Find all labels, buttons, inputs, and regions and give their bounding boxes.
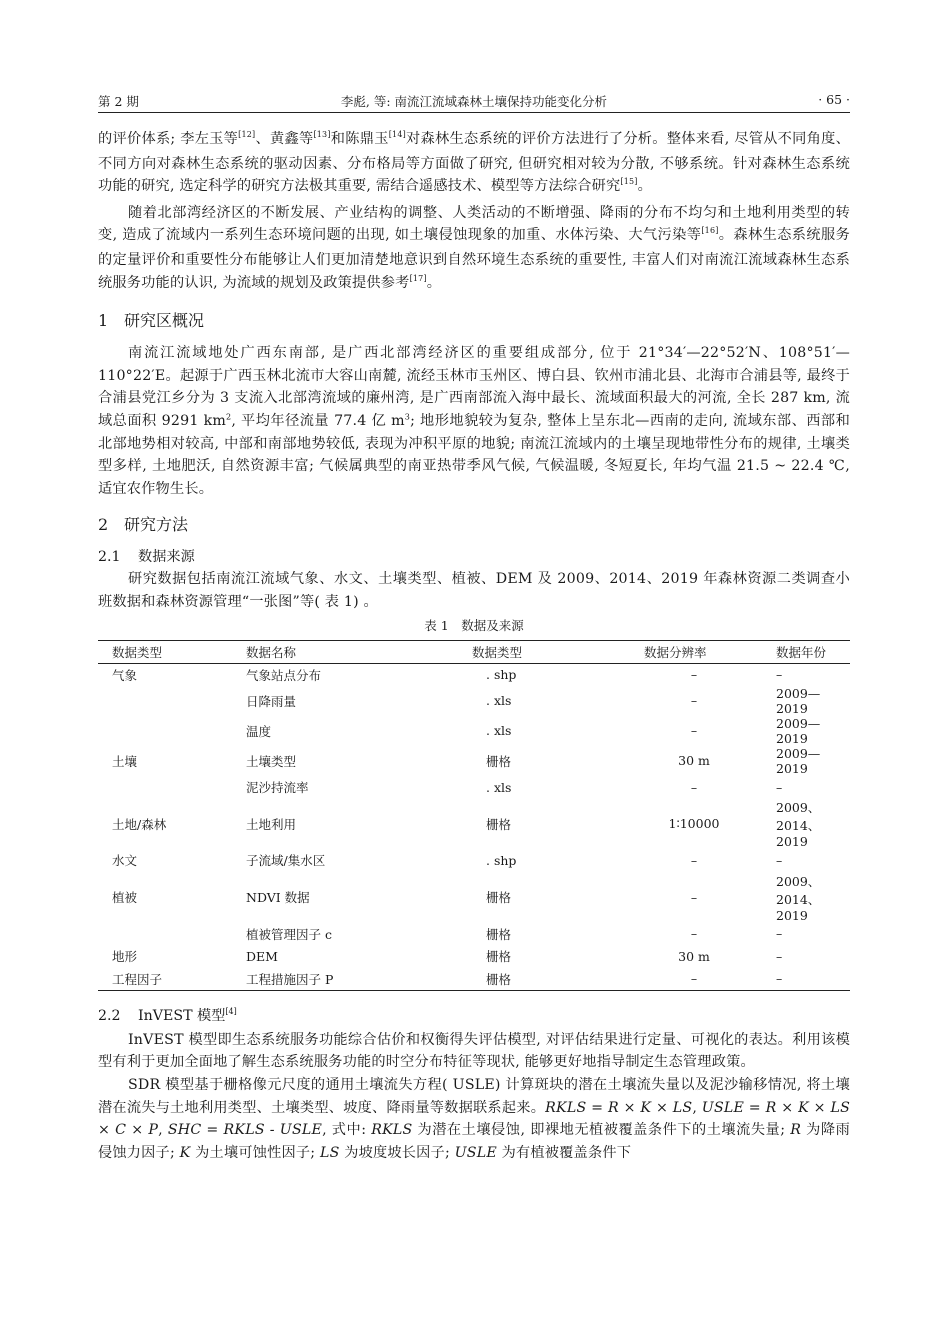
table-cell: 工程因子 bbox=[112, 971, 163, 987]
citation: [14] bbox=[388, 130, 406, 139]
table-cell: 土地/森林 bbox=[112, 816, 167, 832]
intro-paragraph-2: 随着北部湾经济区的不断发展、产业结构的调整、人类活动的不断增强、降雨的分布不均匀和土地利用类型的转变, 造成了流域内一系列生态环境问题的出现, 如土壤侵蚀现象的加重、水体污染、大气污染等[16]。森林生态系统服务的定量评价和重要性分布能够让人们更加清楚地意识到自然环境生态系统的重要性, 丰富人们对南流江流域森林生态系统服务功能的认识, 为流域的规划及政策提供参考[17]。 bbox=[98, 204, 850, 291]
equation-shc: SHC = RKLS - USLE bbox=[167, 1122, 323, 1139]
table-cell: 栅格 bbox=[486, 949, 512, 965]
table-cell: – bbox=[690, 723, 698, 739]
citation: [13] bbox=[313, 130, 331, 139]
table-row bbox=[98, 663, 850, 686]
table-cell: – bbox=[690, 971, 698, 987]
table-row bbox=[98, 849, 850, 871]
table-cell: 栅格 bbox=[486, 926, 512, 942]
table-cell: 水文 bbox=[112, 853, 138, 869]
table-cell: 土壤类型 bbox=[246, 753, 297, 769]
table-row bbox=[98, 945, 850, 967]
table-cell: – bbox=[690, 926, 698, 942]
table-cell: 子流域/集水区 bbox=[246, 853, 326, 869]
table-cell: 栅格 bbox=[486, 816, 512, 832]
equation-rkls: RKLS = R × K × LS bbox=[545, 1099, 693, 1116]
column-header: 数据类型 bbox=[98, 640, 246, 663]
invest-paragraph: InVEST 模型即生态系统服务功能综合估价和权衡得失评估模型, 对评估结果进行定量、可视化的表达。利用该模型有利于更加全面地了解生态系统服务功能的时空分布特征等现状, 能够更好地指导制定生态管理政策。 bbox=[98, 1031, 850, 1071]
page-number: · 65 · bbox=[818, 92, 850, 107]
table-cell: 地形 bbox=[112, 949, 138, 965]
study-area-paragraph: 南流江流域地处广西东南部, 是广西北部湾经济区的重要组成部分, 位于 21°34′—22°52′N、108°51′—110°22′E。起源于广西玉林北流市大容山南麓, 流经玉林市玉州区、博白县、钦州市浦北县、北海市合浦县等, 最终于合浦县党江乡分为 3 支流入北部湾流域的廉州湾, 是广西南部流入海中最长、流域面积最大的河流, 全长 287 km, 流域总面积 9291 $km^2$, 平均年径流量 77.4 亿 $m^3$; 地形地貌较为复杂, 整体上呈东北—西南的走向, 流域东部、西部和北部地势相对较高, 中部和南部地势较低, 表现为冲积平原的地貌; 南流江流域内的土壤呈现地带性分布的规律, 土壤类型多样, 土地肥沃, 自然资源丰富; 气候属典型的南亚热带季风气候, 气候温暖, 冬短夏长, 年均气温 21.5 ~ 22.4 ℃, 适宜农作物生长。 bbox=[98, 345, 850, 497]
table-cell bbox=[98, 686, 246, 716]
data-source-paragraph: 研究数据包括南流江流域气象、水文、土壤类型、植被、DEM 及 2009、2014、2019 年森林资源二类调查小班数据和森林资源管理“一张图”等( 表 1) 。 bbox=[98, 571, 850, 610]
table-row bbox=[98, 746, 850, 776]
column-header: 数据分辨率 bbox=[626, 640, 762, 663]
table-caption: 表 1 数据及来源 bbox=[424, 617, 524, 633]
article-body bbox=[98, 128, 850, 1164]
table-cell: 栅格 bbox=[486, 971, 512, 987]
table-cell: 温度 bbox=[246, 723, 272, 739]
table-cell: – bbox=[776, 926, 783, 942]
table-cell: 气象 bbox=[112, 667, 138, 683]
table-cell: 2009、2014、2019 bbox=[776, 800, 821, 850]
subsection-heading-2-2: 2.2 InVEST 模型[4] bbox=[98, 1006, 237, 1024]
table-row bbox=[98, 967, 850, 990]
citation: [16] bbox=[701, 226, 719, 236]
column-header: 数据名称 bbox=[246, 640, 456, 663]
table-row bbox=[98, 716, 850, 746]
table-cell: DEM bbox=[246, 948, 278, 964]
equation-usle: USLE = R × K × LS × C × P bbox=[98, 1099, 851, 1139]
running-header bbox=[98, 90, 850, 113]
table-cell bbox=[98, 716, 246, 746]
table-cell: 2009—2019 bbox=[776, 715, 821, 746]
table-row bbox=[98, 686, 850, 716]
table-cell: – bbox=[690, 693, 698, 709]
table-cell bbox=[98, 923, 246, 945]
subsection-heading-2-1: 2.1 数据来源 bbox=[98, 549, 195, 566]
table-row bbox=[98, 923, 850, 945]
table-cell: . shp bbox=[486, 852, 517, 868]
citation: [15] bbox=[620, 177, 638, 187]
data-source-table bbox=[98, 640, 850, 991]
table-cell: – bbox=[690, 852, 698, 868]
table-cell: 气象站点分布 bbox=[246, 667, 322, 683]
table-cell: 工程措施因子 P bbox=[246, 971, 334, 987]
column-header: 数据类型 bbox=[456, 640, 626, 663]
table-cell: 2009、2014、2019 bbox=[776, 873, 821, 923]
table-cell: 2009—2019 bbox=[776, 685, 821, 716]
table-cell: . xls bbox=[486, 723, 512, 739]
table-cell: – bbox=[776, 971, 783, 987]
table-cell: 30 m bbox=[678, 948, 710, 964]
table-cell: 1∶10000 bbox=[668, 816, 720, 832]
running-title: 李彪, 等: 南流江流域森林土壤保持功能变化分析 bbox=[340, 94, 608, 109]
intro-paragraph-1: 的评价体系; 李左玉等[12]、黄鑫等[13]和陈鼎玉[14]对森林生态系统的评价方法进行了分析。整体来看, 尽管从不同角度、不同方向对森林生态系统的驱动因素、分布格局等方面做了研究, 但研究相对较为分散, 不够系统。针对森林生态系统功能的研究, 选定科学的研究方法极其重要, 需结合遥感技术、模型等方法综合研究[15]。 bbox=[98, 130, 851, 195]
table-cell: 栅格 bbox=[486, 890, 512, 906]
table-cell: – bbox=[690, 667, 698, 683]
table-cell: – bbox=[776, 667, 783, 683]
table-cell: – bbox=[690, 889, 698, 905]
table-cell: – bbox=[776, 948, 783, 964]
table-cell: – bbox=[690, 779, 698, 795]
section-heading-2: 2 研究方法 bbox=[98, 515, 189, 535]
table-row bbox=[98, 798, 850, 849]
citation: [12] bbox=[238, 130, 256, 139]
table-cell: 30 m bbox=[678, 753, 710, 769]
table-cell: 土地利用 bbox=[246, 816, 297, 832]
table-row bbox=[98, 776, 850, 798]
sdr-paragraph: SDR 模型基于栅格像元尺度的通用土壤流失方程( USLE) 计算斑块的潜在土壤流失量以及泥沙输移情况, 将土壤潜在流失与土地利用类型、土壤类型、坡度、降雨量等数据联系起来。RKLS = R × K × LS, USLE = R × K × LS × C × P, SHC = RKLS - USLE, 式中: RKLS 为潜在土壤侵蚀, 即裸地无植被覆盖条件下的土壤流失量; R 为降雨侵蚀力因子; K 为土壤可蚀性因子; LS 为坡度坡长因子; USLE 为有植被覆盖条件下 bbox=[98, 1077, 851, 1161]
table-row bbox=[98, 872, 850, 923]
table-header-row bbox=[98, 640, 850, 663]
citation: [4] bbox=[225, 1006, 237, 1016]
citation: [17] bbox=[409, 273, 427, 283]
table-cell bbox=[98, 776, 246, 798]
table-cell: 植被 bbox=[112, 890, 138, 906]
section-heading-1: 1 研究区概况 bbox=[98, 311, 205, 331]
column-header: 数据年份 bbox=[762, 640, 850, 663]
issue-label: 第 2 期 bbox=[98, 94, 139, 109]
table-cell: . xls bbox=[486, 693, 512, 709]
table-cell: – bbox=[776, 779, 783, 795]
table-cell: 泥沙持流率 bbox=[246, 780, 309, 796]
table-cell: . xls bbox=[486, 779, 512, 795]
table-cell: . shp bbox=[486, 667, 517, 683]
table-cell: 栅格 bbox=[486, 753, 512, 769]
table-cell: 2009—2019 bbox=[776, 745, 821, 776]
table-cell: – bbox=[776, 852, 783, 868]
table-cell: 植被管理因子 c bbox=[246, 926, 332, 942]
table-cell: 土壤 bbox=[112, 753, 138, 769]
table-cell: NDVI 数据 bbox=[246, 890, 310, 906]
table-cell: 日降雨量 bbox=[246, 693, 297, 709]
